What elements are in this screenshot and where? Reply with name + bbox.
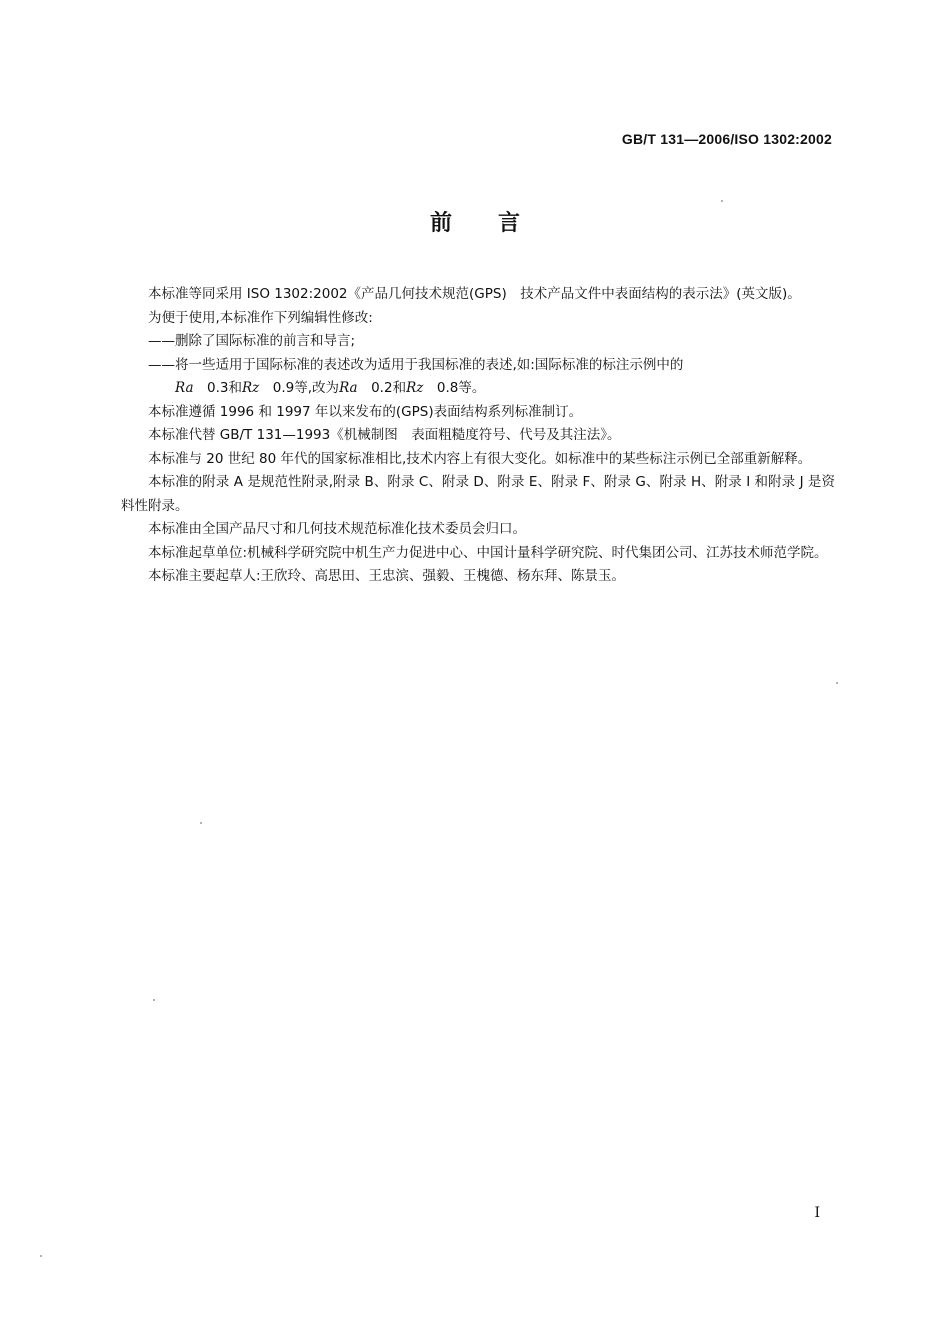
paragraph-drafting-units: 本标准起草单位:机械科学研究院中机生产力促进中心、中国计量科学研究院、时代集团公司、江苏技术师范学院。 (148, 544, 828, 561)
ra-value: 0.3和 (193, 380, 243, 396)
paragraph-changes: 本标准与 20 世纪 80 年代的国家标准相比,技术内容上有很大变化。如标准中的某些标注示例已全部重新解释。 (148, 450, 812, 467)
paragraph-committee: 本标准由全国产品尺寸和几何技术规范标准化技术委员会归口。 (148, 521, 526, 537)
paragraph-replaces: 本标准代替 GB/T 131—1993《机械制图 表面粗糙度符号、代号及其注法》。 (148, 427, 621, 443)
page-title: 前言 (429, 211, 566, 236)
paragraph-expression-change-values (121, 377, 835, 401)
ra-symbol-new: Ra (339, 380, 358, 396)
rz-symbol-new: Rz (406, 380, 424, 396)
page-number: I (814, 1205, 820, 1221)
scan-speck (200, 822, 202, 824)
paragraph-drafters: 本标准主要起草人:王欣玲、高思田、王忠滨、强毅、王槐德、杨东拜、陈景玉。 (148, 568, 626, 584)
rz-symbol: Rz (242, 380, 260, 396)
body-text (121, 283, 835, 589)
paragraph-editorial-intro: 为便于使用,本标准作下列编辑性修改: (148, 309, 373, 326)
paragraph-expression-change (121, 354, 835, 378)
expression-change-text: ——将一些适用于国际标准的表述改为适用于我国标准的表述,如:国际标准的标注示例中的 (148, 356, 684, 373)
scan-speck (40, 1255, 42, 1257)
rz-value: 0.9等,改为 (259, 380, 340, 396)
ra-value-new: 0.2和 (357, 380, 407, 396)
standard-code: GB/T 131—2006/ISO 1302:2002 (621, 131, 832, 147)
paragraph-annexes: 本标准的附录 A 是规范性附录,附录 B、附录 C、附录 D、附录 E、附录 F、附录 G、附录 H、附录 I 和附录 J 是资料性附录。 (121, 474, 835, 514)
scan-speck (153, 999, 155, 1001)
ra-symbol: Ra (175, 380, 194, 396)
rz-value-new: 0.8等。 (423, 380, 486, 396)
scan-speck (721, 200, 723, 202)
paragraph-gps-series: 本标准遵循 1996 和 1997 年以来发布的(GPS)表面结构系列标准制订。 (148, 403, 583, 420)
paragraph-adoption: 本标准等同采用 ISO 1302:2002《产品几何技术规范(GPS) 技术产品文件中表面结构的表示法》(英文版)。 (148, 286, 801, 302)
scan-speck (836, 682, 838, 684)
paragraph-deleted-foreword: ——删除了国际标准的前言和导言; (148, 333, 356, 349)
